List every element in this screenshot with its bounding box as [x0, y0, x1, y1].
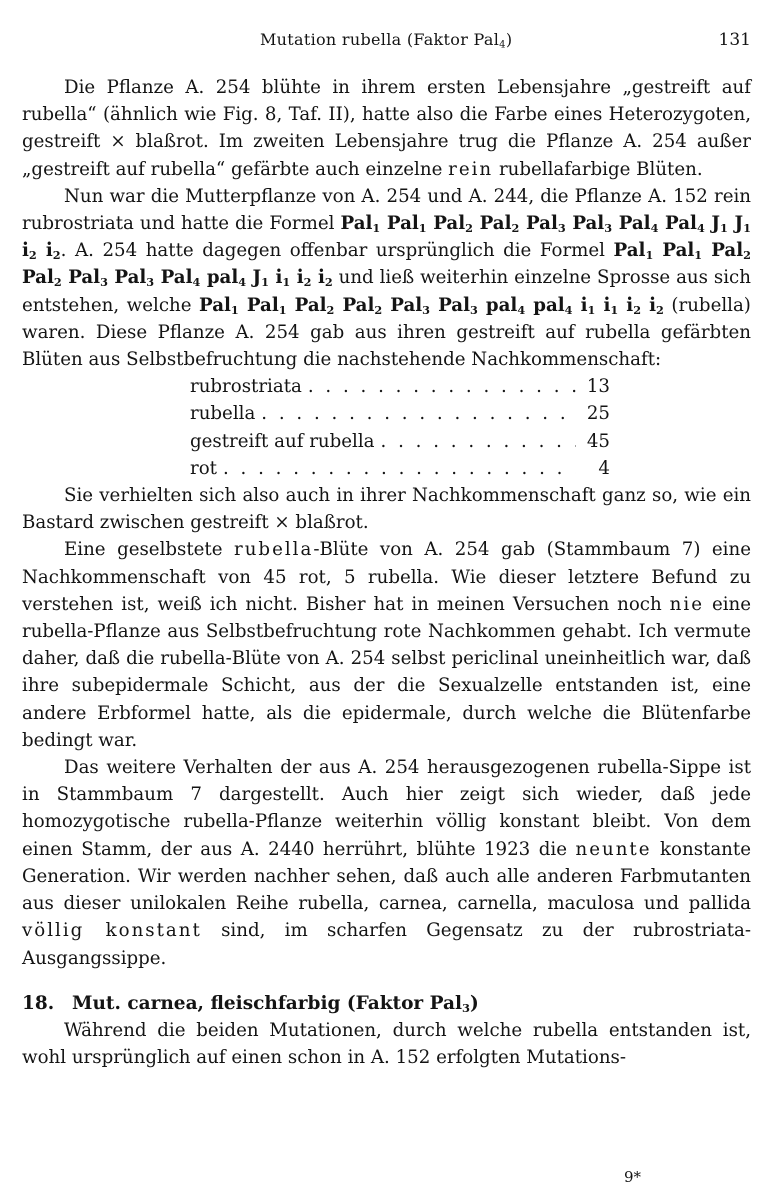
page: [22, 28, 751, 1071]
paragraph-3: Sie verhielten sich also auch in ihrer Nachkommenschaft ganz so, wie ein Bastard zwischen gestreift × blaßrot.: [22, 485, 751, 534]
formula-index: 3: [557, 220, 566, 235]
paragraph-4: Eine geselbstete rubella-Blüte von A. 254 gab (Stammbaum 7) eine Nachkommenschaft von 45 rot, 5 rubella. Wie dieser letztere Befund zu verstehen ist, weiß ich nicht. Bisher hat in meinen Versuchen noch nie eine rubella-Pflanze aus Selbstbefruchtung rote Nachkommen gehabt. Ich vermute daher, daß die rubella-Blüte von A. 254 selbst periclinal uneinheitlich war, daß ihre subepidermale Schicht, aus der die Sexualzelle entstanden ist, eine andere Erbformel hatte, als die epidermale, durch welche die Blütenfarbe bedingt war.: [22, 539, 751, 751]
formula-symbol: i: [296, 267, 304, 289]
formula-index: 3: [422, 302, 431, 317]
formula-symbol: Pal: [246, 294, 279, 316]
formula-symbol: Pal: [386, 213, 419, 235]
formula-index: 3: [469, 302, 478, 317]
formula-index: 1: [694, 248, 703, 263]
formula-symbol: Pal: [665, 213, 697, 235]
paragraph-6: Während die beiden Mutationen, durch welche rubella entstanden ist, wohl ursprünglich auf einen schon in A. 152 erfolgten Mutations-: [22, 1019, 751, 1068]
formula-symbol: i: [275, 267, 283, 289]
formula-symbol: Pal: [390, 294, 423, 316]
formula-index: 1: [230, 302, 239, 317]
formula-index: 2: [511, 220, 520, 235]
formula-index: 2: [52, 248, 61, 263]
formula-symbol: Pal: [572, 213, 605, 235]
formula-symbol: pal: [485, 294, 518, 316]
formula-symbol: Pal: [160, 267, 193, 289]
paragraph-1: Die Pflanze A. 254 blühte in ihrem ersten Lebensjahre „gestreift auf rubella“ (ähnlich wie Fig. 8, Taf. II), hatte also die Farbe eines Heterozygoten, gestreift × blaßrot. Im zweiten Lebensjahre trug die Pflanze A. 254 außer „gestreift auf rubella“ gefärbte auch einzelne rein rubellafarbige Blüten.: [22, 77, 751, 180]
formula-index: 1: [743, 220, 751, 235]
signature-mark: 9*: [623, 1168, 641, 1186]
running-header: [22, 28, 751, 58]
formula-symbol: i: [580, 294, 588, 316]
formula-symbol: Pal: [479, 213, 512, 235]
formula-index: 2: [656, 302, 664, 317]
formula-index: 1: [278, 302, 287, 317]
formula-index: 4: [238, 275, 247, 290]
formula-index: 4: [517, 302, 526, 317]
section-heading: 18. Mut. carnea, fleischfarbig (Faktor Pal$_3$): [22, 992, 479, 1015]
formula-symbol: Pal: [662, 240, 695, 262]
formula-symbol: Pal: [114, 267, 147, 289]
formula-symbol: Pal: [68, 267, 101, 289]
formula-index: 2: [53, 275, 62, 290]
formula-index: 3: [146, 275, 155, 290]
body-text: [22, 74, 751, 1071]
offspring-row: rubrostriata . . . 13: [190, 373, 610, 400]
formula-symbol: J: [734, 213, 744, 235]
formula-index: 4: [696, 220, 705, 235]
formula-index: 4: [564, 302, 573, 317]
formula-symbol: Pal: [294, 294, 327, 316]
formula-symbol: Pal: [199, 294, 231, 316]
formula-symbol: Pal: [711, 240, 744, 262]
formula-index: 1: [372, 220, 381, 235]
offspring-table: [190, 373, 610, 482]
offspring-row: rot . . . 4: [190, 455, 610, 482]
formula-index: 4: [192, 275, 201, 290]
page-number: 131: [718, 30, 751, 50]
formula-index: 1: [610, 302, 619, 317]
formula-index: 1: [645, 248, 654, 263]
formula-index: 3: [604, 220, 613, 235]
formula-symbol: Pal: [525, 213, 558, 235]
paragraph-5: Das weitere Verhalten der aus A. 254 herausgezogenen rubella-Sippe ist in Stammbaum 7 dargestellt. Auch hier zeigt sich wieder, daß jede homozygotische rubella-Pflanze weiterhin völlig konstant bleibt. Von dem einen Stamm, der aus A. 2440 herrührt, blühte 1923 die neunte konstante Generation. Wir werden nachher sehen, daß auch alle anderen Farbmutanten aus dieser unilokalen Reihe rubella, carnea, carnella, maculosa und pallida völlig konstant sind, im scharfen Gegensatz zu der rubrostriata-Ausgangssippe.: [22, 757, 751, 969]
formula-rubella: [199, 295, 664, 316]
formula-symbol: i: [45, 240, 53, 262]
formula-index: 2: [324, 275, 333, 290]
paragraph-2: Nun war die Mutterpflanze von A. 254 und A. 244, die Pflanze A. 152 rein rubrostriata und hatte die Formel Pal$_1$ Pal$_1$ Pal$_2$ Pal$_2$ Pal$_3$ Pal$_3$ Pal$_4$ Pal$_4$ $J_1$ $J_1$ $i_2$ $i_2$. A. 254 hatte dagegen offenbar ursprünglich die Formel Pal$_1$ Pal$_1$ Pal$_2$ Pal$_2$ Pal$_3$ Pal$_3$ Pal$_4$ pal$_4$ $J_1$ $i_1$ $i_2$ $i_2$ und ließ weiterhin einzelne Sprosse aus sich entstehen, welche Pal$_1$ Pal$_1$ Pal$_2$ Pal$_2$ Pal$_3$ Pal$_3$ pal$_4$ pal$_4$ $i_1$ $i_1$ $i_2$ $i_2$ (rubella) waren. Diese Pflanze A. 254 gab aus ihren gestreift auf rubella gefärbten Blüten aus Selbstbefruchtung die nachstehende Nachkommenschaft:: [22, 185, 751, 371]
formula-index: 2: [374, 302, 383, 317]
formula-symbol: i: [649, 294, 657, 316]
formula-symbol: Pal: [613, 240, 646, 262]
formula-symbol: Pal: [340, 213, 373, 235]
formula-symbol: i: [317, 267, 325, 289]
formula-symbol: Pal: [438, 294, 470, 316]
formula-index: 1: [418, 220, 427, 235]
formula-symbol: i: [22, 240, 29, 262]
formula-index: 3: [100, 275, 108, 290]
formula-index: 1: [587, 302, 596, 317]
formula-symbol: Pal: [22, 267, 54, 289]
formula-symbol: Pal: [342, 294, 375, 316]
offspring-row: gestreift auf rubella . . . 45: [190, 428, 610, 455]
formula-symbol: i: [626, 294, 634, 316]
formula-index: 2: [465, 220, 473, 235]
formula-symbol: Pal: [618, 213, 651, 235]
formula-index: 1: [261, 275, 269, 290]
running-title: Mutation rubella (Faktor Pal$_4$): [260, 30, 513, 51]
offspring-row: rubella . . . 25: [190, 400, 610, 427]
formula-index: 1: [720, 220, 728, 235]
formula-symbol: Pal: [433, 213, 466, 235]
formula-index: 2: [28, 248, 37, 263]
formula-index: 2: [633, 302, 642, 317]
formula-index: 2: [303, 275, 312, 290]
formula-index: 2: [326, 302, 335, 317]
formula-symbol: i: [603, 294, 611, 316]
formula-index: 2: [743, 248, 751, 263]
formula-index: 1: [282, 275, 291, 290]
formula-symbol: pal: [533, 294, 565, 316]
formula-symbol: J: [252, 267, 262, 289]
formula-symbol: J: [711, 213, 721, 235]
formula-index: 4: [650, 220, 659, 235]
formula-symbol: pal: [206, 267, 239, 289]
